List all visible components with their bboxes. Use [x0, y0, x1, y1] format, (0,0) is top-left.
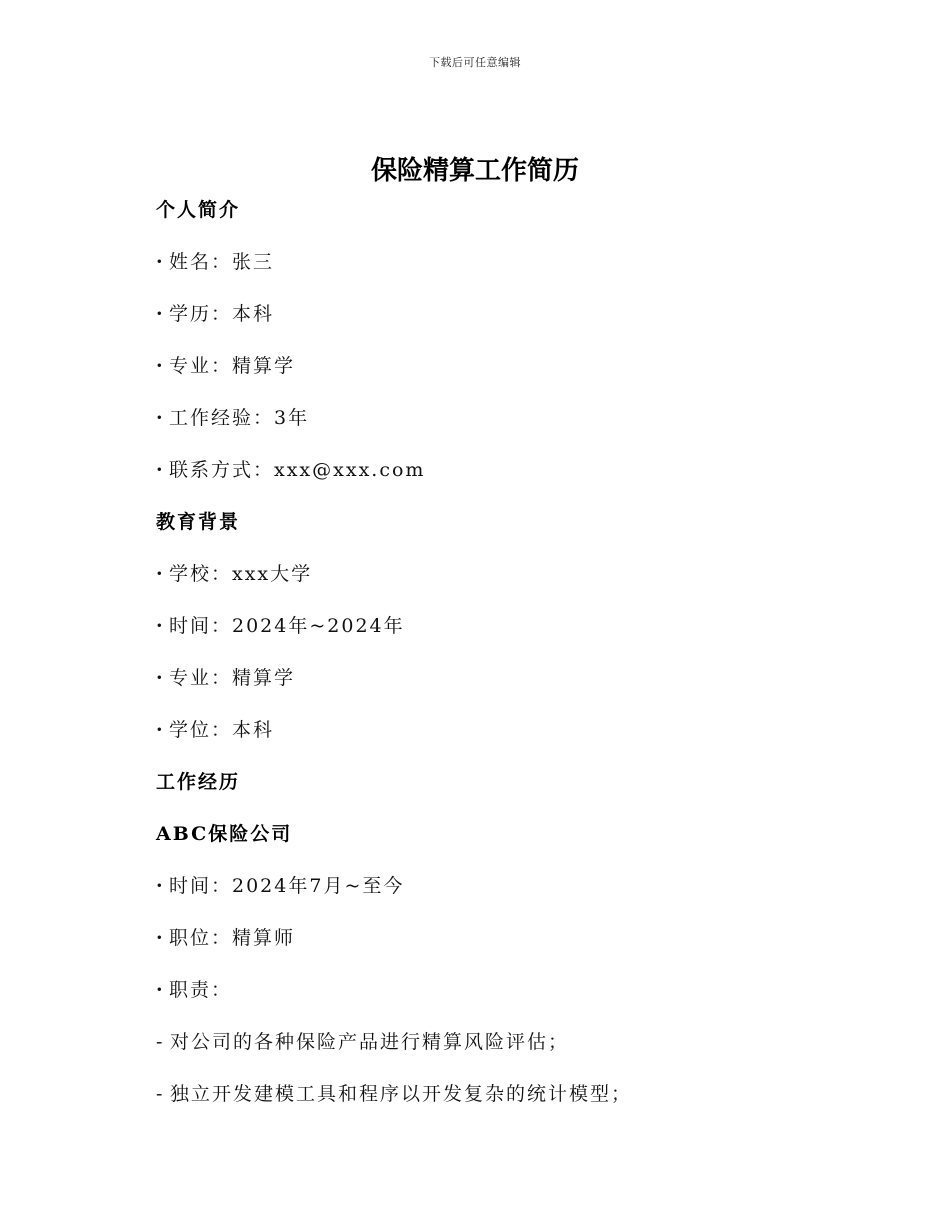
bullet-marker: · [156, 615, 163, 637]
bullet-item [156, 976, 836, 1028]
bullet-marker: · [156, 927, 163, 949]
line-text: 专业：精算学 [169, 667, 296, 689]
dash-marker: - [156, 1083, 163, 1105]
section-heading [156, 508, 836, 560]
line-text: 教育背景 [156, 511, 241, 533]
dash-item [156, 1028, 836, 1080]
dash-marker: - [156, 1031, 163, 1053]
line-text: 对公司的各种保险产品进行精算风险评估； [170, 1031, 570, 1053]
bullet-item [156, 456, 836, 508]
bullet-item [156, 612, 836, 664]
bullet-marker: · [156, 563, 163, 585]
bullet-item [156, 404, 836, 456]
bullet-item [156, 664, 836, 716]
line-text: ABC保险公司 [156, 823, 293, 845]
bullet-item [156, 872, 836, 924]
line-text: 学历：本科 [169, 303, 275, 325]
line-text: 工作经历 [156, 771, 241, 793]
line-text: 独立开发建模工具和程序以开发复杂的统计模型； [170, 1083, 633, 1105]
bullet-marker: · [156, 251, 163, 273]
line-text: 职责： [169, 979, 233, 1001]
line-text: 专业：精算学 [169, 355, 296, 377]
resume-content [156, 196, 836, 1132]
line-text: 个人简介 [156, 199, 241, 221]
page-header-note: 下载后可任意编辑 [429, 56, 521, 69]
line-text: 姓名：张三 [169, 251, 275, 273]
line-text: 时间：2024年7月~至今 [169, 875, 405, 897]
bullet-marker: · [156, 303, 163, 325]
bullet-marker: · [156, 875, 163, 897]
line-text: 联系方式：xxx@xxx.com [169, 459, 426, 481]
bullet-item [156, 716, 836, 768]
dash-item [156, 1080, 836, 1132]
bullet-marker: · [156, 355, 163, 377]
line-text: 工作经验：3年 [169, 407, 310, 429]
section-heading [156, 768, 836, 820]
bullet-marker: · [156, 459, 163, 481]
bullet-marker: · [156, 407, 163, 429]
section-heading [156, 196, 836, 248]
bullet-item [156, 300, 836, 352]
bullet-marker: · [156, 979, 163, 1001]
bullet-marker: · [156, 667, 163, 689]
bullet-item [156, 560, 836, 612]
bullet-item [156, 924, 836, 976]
bullet-marker: · [156, 719, 163, 741]
section-heading [156, 820, 836, 872]
line-text: 职位：精算师 [169, 927, 296, 949]
line-text: 学位：本科 [169, 719, 275, 741]
line-text: 时间：2024年~2024年 [169, 615, 405, 637]
bullet-item [156, 352, 836, 404]
line-text: 学校：xxx大学 [169, 563, 313, 585]
bullet-item [156, 248, 836, 300]
document-title: 保险精算工作简历 [370, 156, 579, 186]
